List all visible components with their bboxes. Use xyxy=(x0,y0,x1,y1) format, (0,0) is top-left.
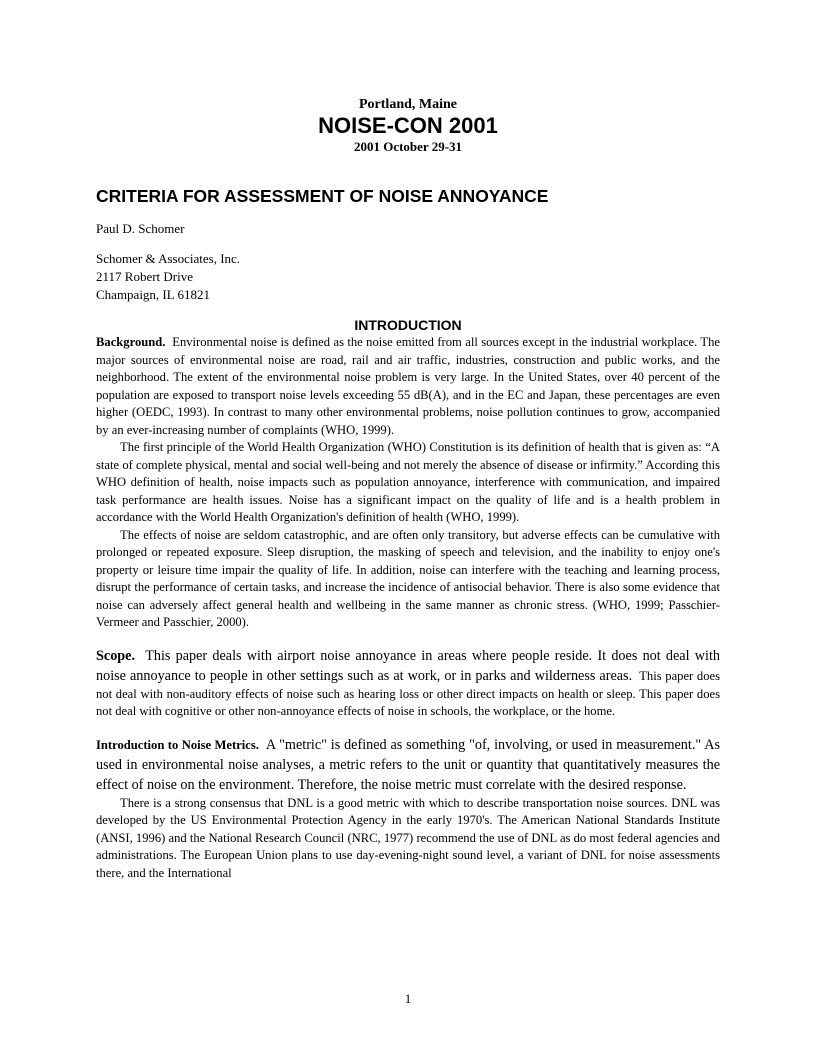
affiliation xyxy=(96,250,720,304)
run-in-heading: Scope. xyxy=(96,647,136,664)
paragraph-background xyxy=(96,334,720,439)
paragraph-text: Environmental noise is defined as the noise emitted from all sources except in the industrial workplace. The major sources of environmental noise are road, rail and air traffic, industries, construction and public works, and the neighborhood. The extent of the environmental noise problem is very large. In the United States, over 40 percent of the population are exposed to transport noise levels exceeding 55 dB(A), and in the EC and Japan, these percentages are even higher (OEDC, 1993). In contrast to many other environmental problems, noise pollution continues to grow, accompanied by an ever-increasing number of complaints (WHO, 1999). xyxy=(96,335,721,437)
section-heading: INTRODUCTION xyxy=(354,317,462,333)
run-in-heading: Background. xyxy=(96,335,166,349)
page-number: 1 xyxy=(404,991,412,1006)
author-name: Paul D. Schomer xyxy=(96,221,185,236)
paragraph-text: A "metric" is defined as something "of, involving, or used in measurement." As used in environmental noise analyses, a metric refers to the unit or quantity that quantitatively measures the effect of noise on the environment. Therefore, the noise metric must correlate with the desired response. xyxy=(96,736,721,793)
run-in-heading: Introduction to Noise Metrics. xyxy=(96,737,259,752)
conference-date: 2001 October 29-31 xyxy=(353,139,463,154)
affiliation-line: Schomer & Associates, Inc. xyxy=(96,251,241,266)
page-body xyxy=(96,96,720,882)
conference-location: Portland, Maine xyxy=(359,97,457,112)
paragraph-text: This paper deals with airport noise annoyance in areas where people reside. It does not deal with noise annoyance to people in other settings such as at work, or in parks and wilderness areas. xyxy=(96,647,720,684)
paragraph-scope xyxy=(96,646,720,721)
paragraph-effects: The effects of noise are seldom catastrophic, and are often only transitory, but adverse effects can be cumulative with prolonged or repeated exposure. Sleep disruption, the masking of speech and television, and the inability to enjoy one's property or leisure time impair the quality of life. In addition, noise can interfere with the teaching and learning process, disrupt the performance of certain tasks, and increase the incidence of antisocial behavior. There is also some evidence that noise can adversely affect general health and wellbeing in the same manner as chronic stress. (WHO, 1999; Passchier-Vermeer and Passchier, 2000). xyxy=(96,527,720,629)
conference-name: NOISE-CON 2001 xyxy=(318,113,498,138)
affiliation-line: Champaign, IL 61821 xyxy=(96,287,210,302)
affiliation-line: 2117 Robert Drive xyxy=(96,269,193,284)
paragraph-text: This paper does not deal with non-auditory effects of noise such as hearing loss or other direct impacts on health or sleep. This paper does not deal with cognitive or other non-annoyance effects of noise in schools, the workplace, or the home. xyxy=(96,668,720,718)
paragraph-who: The first principle of the World Health Organization (WHO) Constitution is its definition of health that is given as: “A state of complete physical, mental and social well-being and not merely the absence of disease or infirmity.” According this WHO definition of health, noise impacts such as population annoyance, interference with communication, and impaired task performance are health issues. Noise has a significant impact on the quality of life and is a health problem in accordance with the World Health Organization's definition of health (WHO, 1999). xyxy=(96,440,720,524)
paragraph-metrics xyxy=(96,735,720,795)
paper-title: CRITERIA FOR ASSESSMENT OF NOISE ANNOYANCE xyxy=(96,186,549,206)
paragraph-dnl: There is a strong consensus that DNL is a good metric with which to describe transportation noise sources. DNL was developed by the US Environmental Protection Agency in the early 1970's. The American National Standards Institute (ANSI, 1996) and the National Research Council (NRC, 1977) recommend the use of DNL as do most federal agencies and administrations. The European Union plans to use day-evening-night sound level, a variant of DNL for noise assessments there, and the International xyxy=(96,795,720,880)
